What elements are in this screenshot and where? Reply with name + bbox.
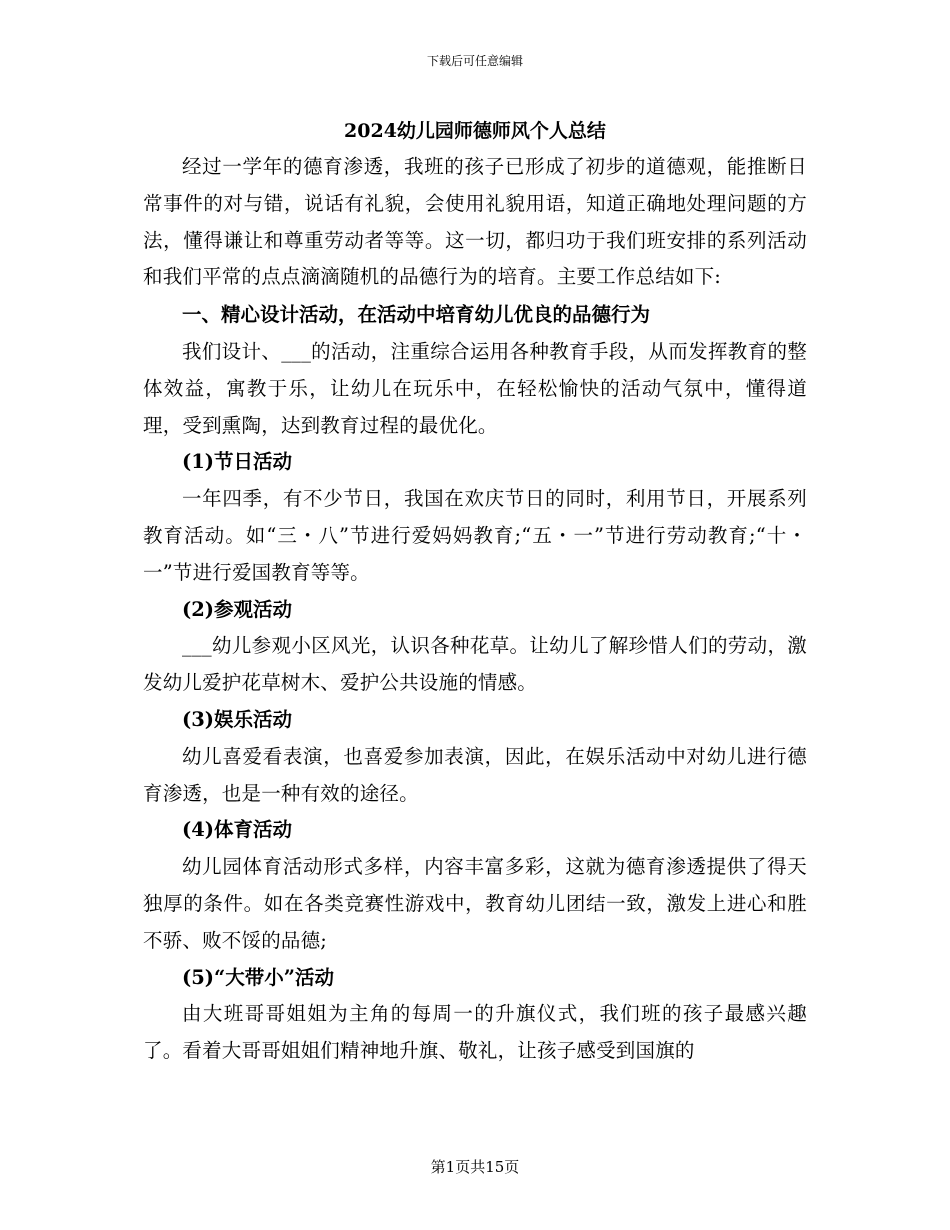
subheading-sports-activities: (4)体育活动 (182, 818, 293, 842)
subheading-entertainment-activities: (3)娱乐活动 (182, 707, 293, 731)
paragraph-sports-activities: 幼儿园体育活动形式多样，内容丰富多彩，这就为德育渗透提供了得天独厚的条件。如在各类竞赛性游戏中，教育幼儿团结一致，激发上进心和胜不骄、败不馁的品德; (143, 855, 807, 952)
subheading-festival-activities: (1)节日活动 (182, 450, 293, 474)
page-header: 下载后可任意编辑 (426, 54, 523, 68)
paragraph-entertainment-activities: 幼儿喜爱看表演，也喜爱参加表演，因此，在娱乐活动中对幼儿进行德育渗透，也是一种有效的途径。 (143, 744, 807, 805)
section-heading-1: 一、精心设计活动，在活动中培育幼儿优良的品德行为 (182, 303, 651, 327)
subheading-big-help-small-activities: (5)“大带小”活动 (182, 965, 334, 989)
paragraph-festival-activities: 一年四季，有不少节日，我国在欢庆节日的同时，利用节日，开展系列教育活动。如“三・八”节进行爱妈妈教育;“五・一”节进行劳动教育;“十・一”节进行爱国教育等等。 (143, 487, 807, 584)
paragraph-intro: 经过一学年的德育渗透，我班的孩子已形成了初步的道德观，能推断日常事件的对与错，说话有礼貌，会使用礼貌用语，知道正确地处理问题的方法，懂得谦让和尊重劳动者等等。这一切，都归功于我们班安排的系列活动和我们平常的点点滴滴随机的品德行为的培育。主要工作总结如下: (143, 155, 807, 289)
paragraph-visit-activities: ___幼儿参观小区风光，认识各种花草。让幼儿了解珍惜人们的劳动，激发幼儿爱护花草树木、爱护公共设施的情感。 (143, 634, 807, 695)
document-title: 2024幼儿园师德师风个人总结 (344, 120, 606, 142)
page-footer: 第1页共15页 (430, 1158, 520, 1176)
subheading-visit-activities: (2)参观活动 (182, 597, 293, 621)
paragraph-section-1: 我们设计、___的活动，注重综合运用各种教育手段，从而发挥教育的整体效益，寓教于乐，让幼儿在玩乐中，在轻松愉快的活动气氛中，懂得道理，受到熏陶，达到教育过程的最优化。 (143, 339, 807, 437)
paragraph-big-help-small-activities: 由大班哥哥姐姐为主角的每周一的升旗仪式，我们班的孩子最感兴趣了。看着大哥哥姐姐们精神地升旗、敬礼，让孩子感受到国旗的 (143, 1002, 807, 1063)
document-body (143, 113, 807, 1070)
